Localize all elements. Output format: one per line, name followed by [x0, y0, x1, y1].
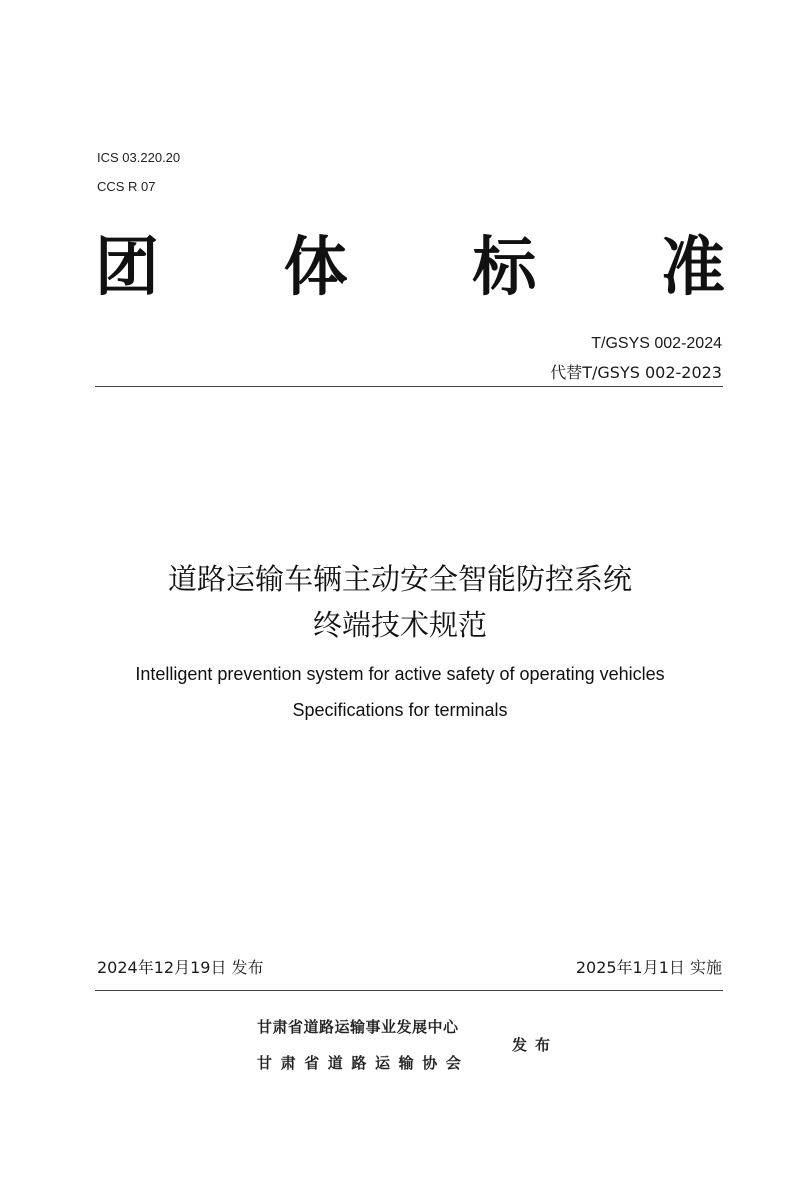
- document-type-char: 团: [95, 230, 159, 305]
- title-en-line1: Intelligent prevention system for active safety of operating vehicles: [135, 664, 665, 684]
- title-en-line2: Specifications for terminals: [292, 700, 508, 720]
- document-type-title: [95, 228, 725, 308]
- standard-number: T/GSYS 002-2024: [591, 335, 722, 352]
- document-type-char: 标: [472, 230, 537, 305]
- publisher-org-2: 甘肃省道路运输协会: [257, 1054, 470, 1072]
- issue-date: 2024年12月19日 发布: [97, 958, 264, 977]
- title-zh-line1: 道路运输车辆主动安全智能防控系统: [167, 562, 632, 596]
- document-type-char: 体: [283, 230, 348, 305]
- replaces-standard: 代替T/GSYS 002-2023: [550, 363, 722, 382]
- title-zh-line2: 终端技术规范: [312, 608, 487, 642]
- top-divider: [95, 386, 723, 387]
- publisher-org-1: 甘肃省道路运输事业发展中心: [257, 1018, 459, 1036]
- implementation-date: 2025年1月1日 实施: [575, 958, 722, 977]
- ics-code: ICS 03.220.20: [97, 150, 181, 165]
- ccs-code: CCS R 07: [97, 179, 156, 194]
- document-type-char: 准: [660, 230, 725, 305]
- bottom-divider: [95, 990, 723, 991]
- publish-label: 发布: [512, 1036, 559, 1054]
